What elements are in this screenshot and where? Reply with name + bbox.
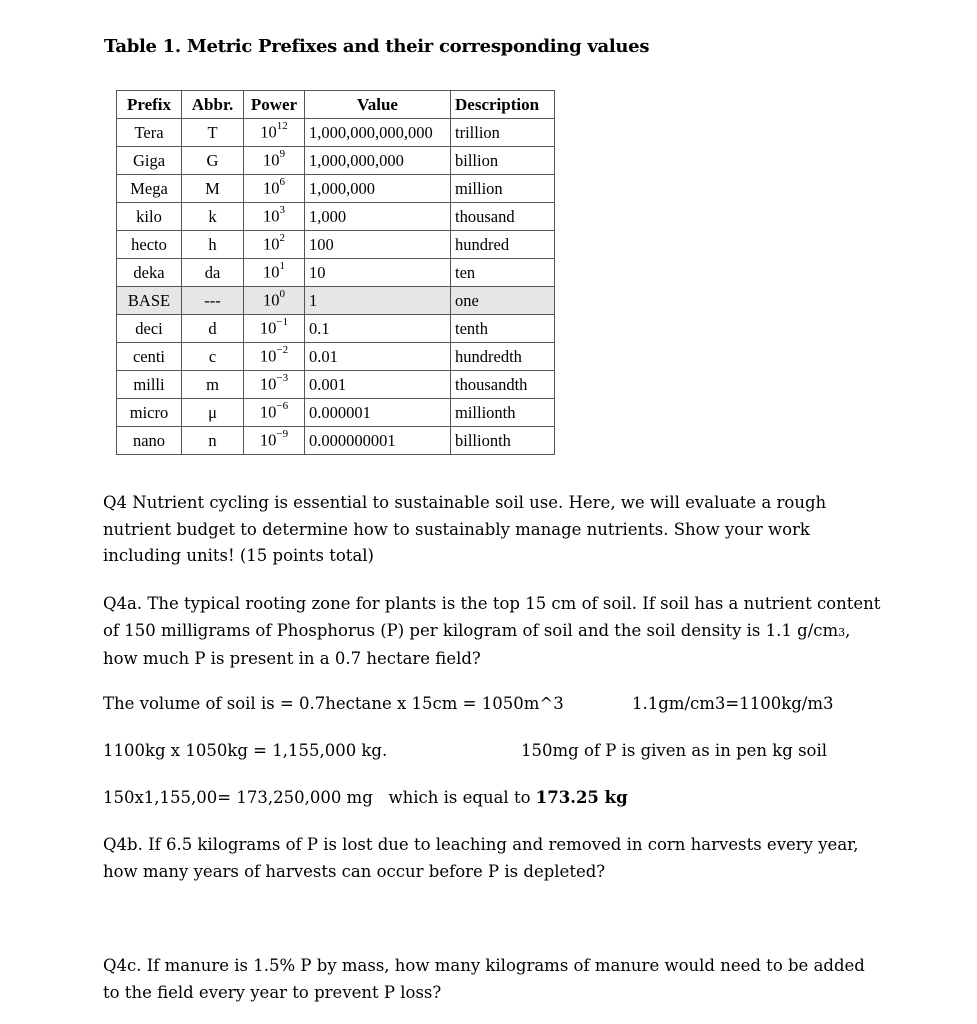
cell-abbr: h xyxy=(182,231,244,259)
cell-power xyxy=(244,203,305,231)
q4a-question xyxy=(103,591,880,673)
table-row xyxy=(117,175,555,203)
cell-value: 0.01 xyxy=(305,343,451,371)
cell-value: 0.000001 xyxy=(305,399,451,427)
q4-intro-line: Q4 Nutrient cycling is essential to sustainable soil use. Here, we will evaluate a rough xyxy=(103,493,827,512)
table-row xyxy=(117,371,555,399)
cell-prefix: Mega xyxy=(117,175,182,203)
cell-power xyxy=(244,231,305,259)
cell-power xyxy=(244,259,305,287)
cell-value: 1,000,000 xyxy=(305,175,451,203)
work-density: 1.1gm/cm3=1100kg/m3 xyxy=(632,694,834,713)
power-base: 10 xyxy=(259,402,277,422)
q4b-line: how many years of harvests can occur before P is depleted? xyxy=(103,861,606,881)
power-base: 10 xyxy=(260,122,277,142)
cell-prefix: BASE xyxy=(117,287,182,315)
table-header-row xyxy=(117,91,555,119)
power-base: 10 xyxy=(263,290,280,310)
cell-value: 1,000,000,000,000 xyxy=(305,119,451,147)
q4a-line: how much P is present in a 0.7 hectare field? xyxy=(103,649,481,668)
cell-value: 100 xyxy=(305,231,451,259)
cell-power xyxy=(244,147,305,175)
q4c-line: to the field every year to prevent P loss? xyxy=(103,982,442,1002)
cell-power xyxy=(244,371,305,399)
header-description: Description xyxy=(451,91,555,119)
power-base: 10 xyxy=(259,374,277,394)
work-mass: 1100kg x 1050kg = 1,155,000 kg. xyxy=(103,741,388,760)
power-base: 10 xyxy=(259,346,277,366)
work-total-text: 150x1,155,00= 173,250,000 mg which is equal to xyxy=(103,788,536,807)
metric-prefix-table xyxy=(116,90,555,455)
cell-prefix: Giga xyxy=(117,147,182,175)
cell-value: 0.000000001 xyxy=(305,427,451,455)
cell-power xyxy=(244,119,305,147)
q4a-line2-end: , xyxy=(845,620,851,640)
cell-description: ten xyxy=(451,259,555,287)
cell-abbr: G xyxy=(182,147,244,175)
q4c-line: Q4c. If manure is 1.5% P by mass, how many kilograms of manure would need to be added xyxy=(103,956,865,975)
cell-description: one xyxy=(451,287,555,315)
power-base: 10 xyxy=(259,430,277,450)
header-power: Power xyxy=(244,91,305,119)
cell-abbr: T xyxy=(182,119,244,147)
cell-prefix: centi xyxy=(117,343,182,371)
q4-intro-line: nutrient budget to determine how to sustainably manage nutrients. Show your work xyxy=(103,519,810,539)
cell-abbr: --- xyxy=(182,287,244,315)
cell-abbr: n xyxy=(182,427,244,455)
cell-abbr: M xyxy=(182,175,244,203)
table-row xyxy=(117,399,555,427)
power-exponent: 0 xyxy=(279,288,285,301)
q4a-line xyxy=(103,618,880,647)
power-exponent: −6 xyxy=(276,400,289,413)
q4-intro xyxy=(103,490,826,570)
cell-prefix: deci xyxy=(117,315,182,343)
cell-prefix: deka xyxy=(117,259,182,287)
power-base: 10 xyxy=(263,206,280,226)
cell-description: hundred xyxy=(451,231,555,259)
q4b-question xyxy=(103,832,858,885)
table-row xyxy=(117,147,555,175)
power-exponent: −2 xyxy=(276,344,289,357)
table-row xyxy=(117,259,555,287)
header-prefix: Prefix xyxy=(117,91,182,119)
table-caption: Table 1. Metric Prefixes and their corresponding values xyxy=(104,36,650,57)
cell-power xyxy=(244,175,305,203)
cell-prefix: hecto xyxy=(117,231,182,259)
cell-prefix: micro xyxy=(117,399,182,427)
cell-prefix: nano xyxy=(117,427,182,455)
cell-value: 0.001 xyxy=(305,371,451,399)
power-base: 10 xyxy=(259,318,277,338)
power-base: 10 xyxy=(263,234,280,254)
cell-description: thousandth xyxy=(451,371,555,399)
cell-description: hundredth xyxy=(451,343,555,371)
cell-abbr: c xyxy=(182,343,244,371)
table-row xyxy=(117,315,555,343)
power-base: 10 xyxy=(263,262,280,282)
cell-description: billionth xyxy=(451,427,555,455)
q4a-line2-sub: 3 xyxy=(838,625,846,639)
power-exponent: 6 xyxy=(279,176,285,189)
q4-intro-line: including units! (15 points total) xyxy=(103,546,374,565)
power-exponent: 12 xyxy=(276,120,288,133)
work-volume: The volume of soil is = 0.7hectane x 15cm = 1050m^3 xyxy=(103,694,564,713)
power-exponent: 3 xyxy=(279,204,285,217)
cell-description: billion xyxy=(451,147,555,175)
cell-description: trillion xyxy=(451,119,555,147)
cell-power xyxy=(244,399,305,427)
q4c-question xyxy=(103,953,865,1006)
cell-value: 10 xyxy=(305,259,451,287)
cell-abbr: d xyxy=(182,315,244,343)
cell-power xyxy=(244,315,305,343)
cell-description: millionth xyxy=(451,399,555,427)
table-row xyxy=(117,427,555,455)
cell-prefix: Tera xyxy=(117,119,182,147)
table-row xyxy=(117,231,555,259)
cell-power xyxy=(244,427,305,455)
cell-value: 1 xyxy=(305,287,451,315)
cell-abbr: m xyxy=(182,371,244,399)
power-exponent: 1 xyxy=(279,260,285,273)
cell-description: million xyxy=(451,175,555,203)
header-abbr: Abbr. xyxy=(182,91,244,119)
table-row xyxy=(117,203,555,231)
q4a-line: Q4a. The typical rooting zone for plants is the top 15 cm of soil. If soil has a nutrient content xyxy=(103,594,881,613)
power-exponent: −1 xyxy=(276,316,289,329)
work-total-answer: 173.25 kg xyxy=(535,788,628,807)
header-value: Value xyxy=(305,91,451,119)
cell-prefix: kilo xyxy=(117,203,182,231)
table-row xyxy=(117,119,555,147)
power-exponent: −3 xyxy=(276,372,289,385)
cell-value: 1,000 xyxy=(305,203,451,231)
power-exponent: −9 xyxy=(276,428,289,441)
q4a-line2-text: of 150 milligrams of Phosphorus (P) per kilogram of soil and the soil density is 1.1 g/cm xyxy=(103,620,839,640)
cell-description: thousand xyxy=(451,203,555,231)
q4b-line: Q4b. If 6.5 kilograms of P is lost due to leaching and removed in corn harvests every year, xyxy=(103,835,859,854)
cell-value: 1,000,000,000 xyxy=(305,147,451,175)
cell-abbr: μ xyxy=(182,399,244,427)
cell-power xyxy=(244,343,305,371)
power-exponent: 9 xyxy=(279,148,285,161)
cell-power xyxy=(244,287,305,315)
work-note: 150mg of P is given as in pen kg soil xyxy=(521,741,828,760)
table-row xyxy=(117,343,555,371)
table-row xyxy=(117,287,555,315)
cell-prefix: milli xyxy=(117,371,182,399)
work-total xyxy=(103,788,628,807)
cell-abbr: k xyxy=(182,203,244,231)
power-base: 10 xyxy=(263,178,280,198)
power-exponent: 2 xyxy=(279,232,285,245)
cell-abbr: da xyxy=(182,259,244,287)
cell-value: 0.1 xyxy=(305,315,451,343)
power-base: 10 xyxy=(263,150,280,170)
cell-description: tenth xyxy=(451,315,555,343)
